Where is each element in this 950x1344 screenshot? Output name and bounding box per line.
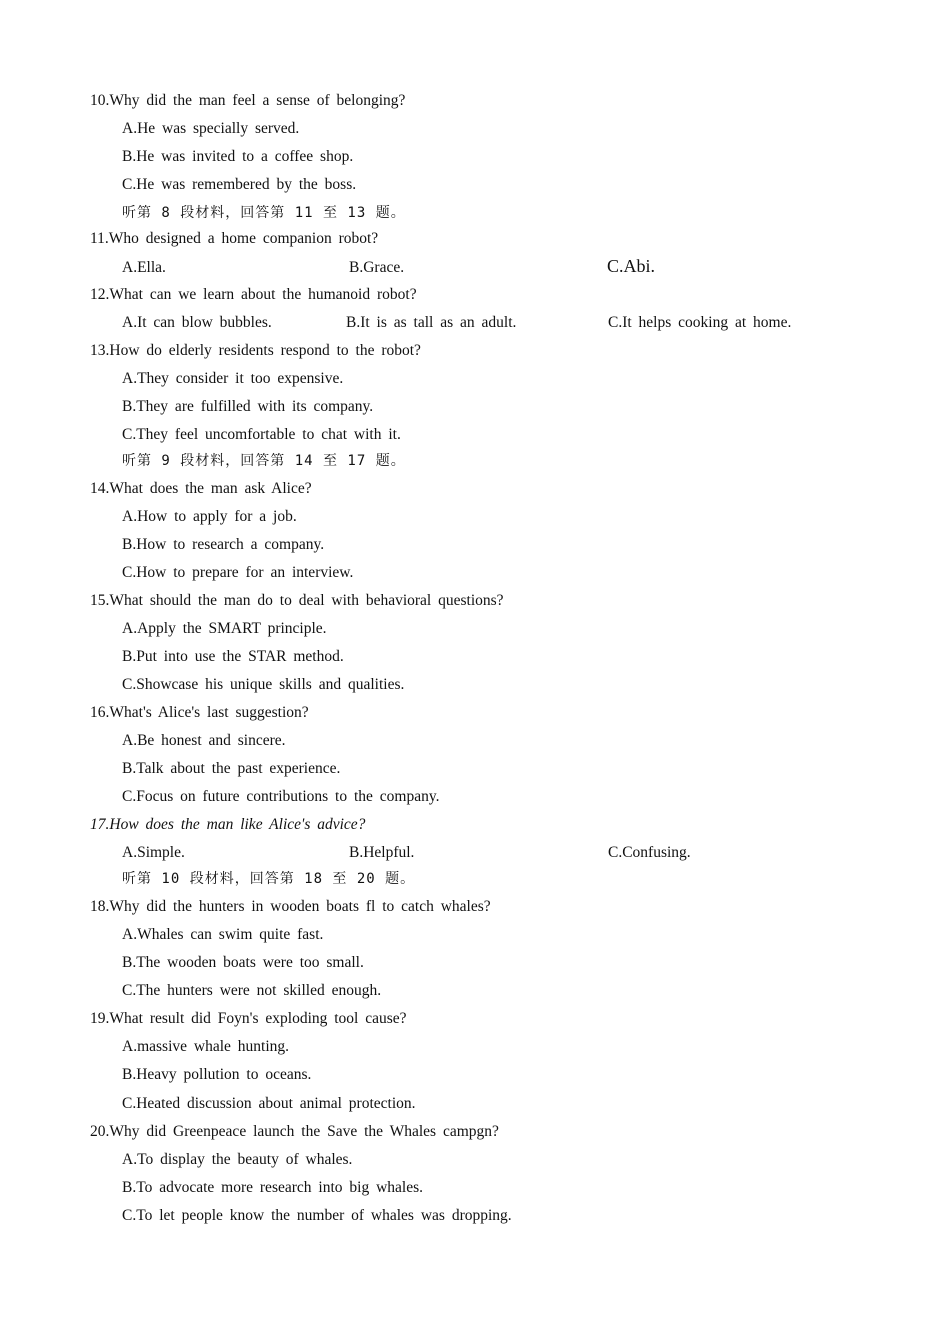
question-18: 18.Why did the hunters in wooden boats fl to catch whales? [90, 898, 491, 915]
option-13-b: B.They are fulfilled with its company. [122, 398, 374, 415]
option-14-b: B.How to research a company. [122, 536, 325, 553]
option-17-a: A.Simple. [122, 844, 185, 861]
option-16-b: B.Talk about the past experience. [122, 760, 341, 777]
option-16-c: C.Focus on future contributions to the company. [122, 788, 440, 805]
option-11-b: B.Grace. [349, 259, 405, 276]
option-17-c: C.Confusing. [608, 844, 691, 861]
option-17-b: B.Helpful. [349, 844, 415, 861]
section-heading-9: 听第 9 段材料，回答第 14 至 17 题。 [122, 453, 406, 469]
option-10-b: B.He was invited to a coffee shop. [122, 148, 354, 165]
option-16-a: A.Be honest and sincere. [122, 732, 286, 749]
section-heading-10: 听第 10 段材料，回答第 18 至 20 题。 [122, 871, 416, 887]
option-12-a: A.It can blow bubbles. [122, 314, 272, 331]
question-17: 17.How does the man like Alice's advice? [90, 816, 366, 833]
option-10-a: A.He was specially served. [122, 120, 300, 137]
option-19-a: A.massive whale hunting. [122, 1038, 290, 1055]
question-16: 16.What's Alice's last suggestion? [90, 704, 309, 721]
option-13-c: C.They feel uncomfortable to chat with it. [122, 426, 401, 443]
option-15-a: A.Apply the SMART principle. [122, 620, 327, 637]
option-20-b: B.To advocate more research into big whales. [122, 1179, 423, 1196]
option-18-c: C.The hunters were not skilled enough. [122, 982, 382, 999]
option-14-a: A.How to apply for a job. [122, 508, 297, 525]
question-15: 15.What should the man do to deal with behavioral questions? [90, 592, 504, 609]
option-11-c: C.Abi. [607, 256, 656, 276]
option-20-c: C.To let people know the number of whales was dropping. [122, 1207, 512, 1224]
question-20: 20.Why did Greenpeace launch the Save the Whales campgn? [90, 1123, 499, 1140]
option-10-c: C.He was remembered by the boss. [122, 176, 357, 193]
question-10: 10.Why did the man feel a sense of belonging? [90, 92, 406, 109]
option-19-b: B.Heavy pollution to oceans. [122, 1066, 312, 1083]
question-11: 11.Who designed a home companion robot? [90, 230, 379, 247]
question-13: 13.How do elderly residents respond to the robot? [90, 342, 421, 359]
question-14: 14.What does the man ask Alice? [90, 480, 312, 497]
option-12-c: C.It helps cooking at home. [608, 314, 792, 331]
option-14-c: C.How to prepare for an interview. [122, 564, 354, 581]
option-13-a: A.They consider it too expensive. [122, 370, 344, 387]
option-19-c: C.Heated discussion about animal protection. [122, 1095, 416, 1112]
section-heading-8: 听第 8 段材料，回答第 11 至 13 题。 [122, 205, 406, 221]
option-12-b: B.It is as tall as an adult. [346, 314, 517, 331]
option-18-a: A.Whales can swim quite fast. [122, 926, 324, 943]
question-12: 12.What can we learn about the humanoid robot? [90, 286, 417, 303]
option-20-a: A.To display the beauty of whales. [122, 1151, 353, 1168]
option-18-b: B.The wooden boats were too small. [122, 954, 364, 971]
option-15-b: B.Put into use the STAR method. [122, 648, 344, 665]
question-19: 19.What result did Foyn's exploding tool cause? [90, 1010, 407, 1027]
option-11-a: A.Ella. [122, 259, 166, 276]
option-15-c: C.Showcase his unique skills and qualities. [122, 676, 405, 693]
